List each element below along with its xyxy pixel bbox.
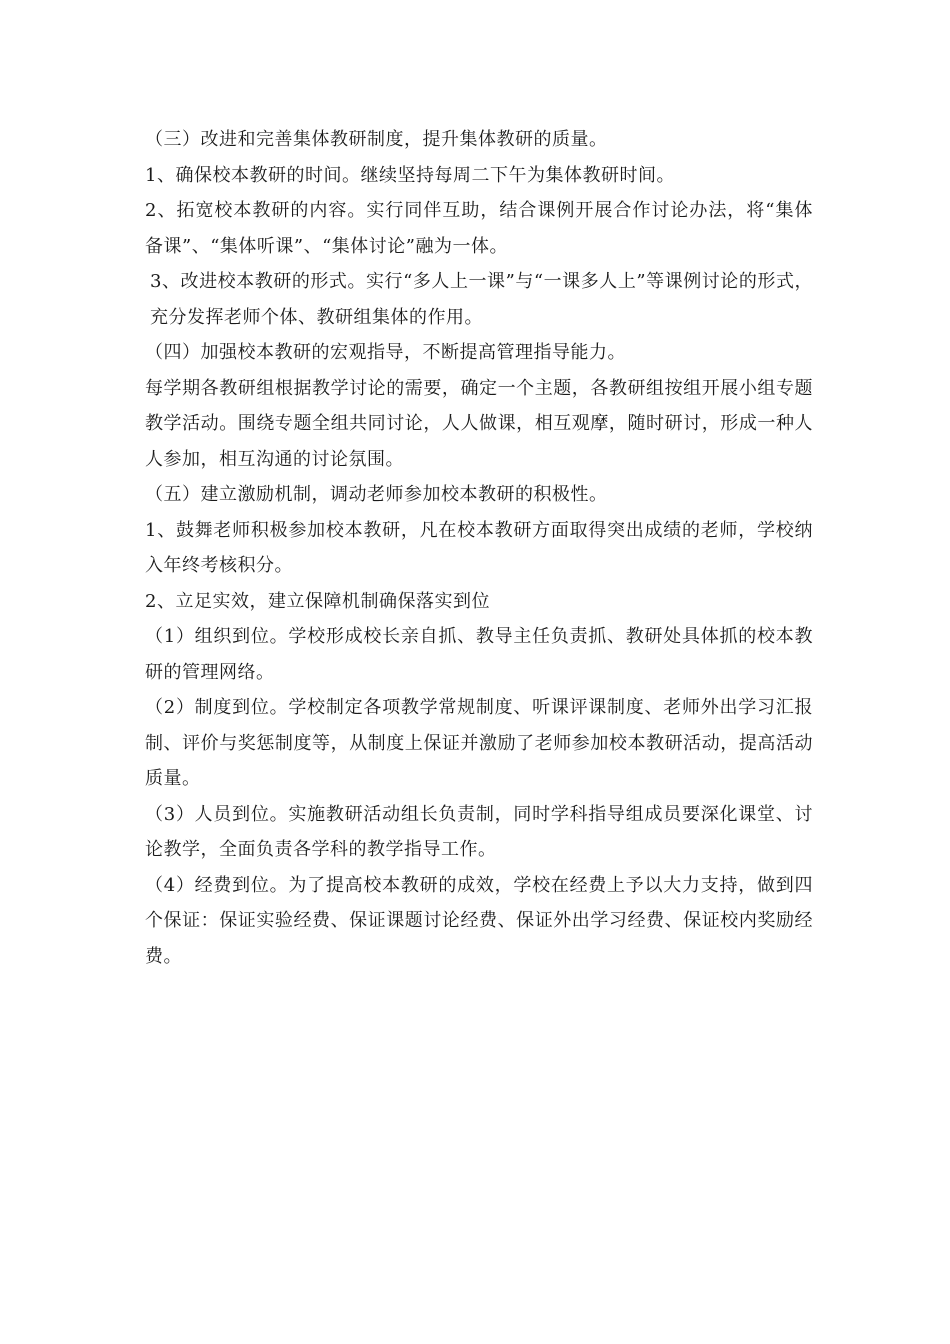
section-heading-4: （四）加强校本教研的宏观指导，不断提高管理指导能力。 — [145, 342, 626, 363]
sub-list-item: （2）制度到位。学校制定各项教学常规制度、听课评课制度、老师外出学习汇报制、评价与奖惩制度等，从制度上保证并激励了老师参加校本教研活动，提高活动质量。 — [145, 697, 813, 789]
sub-list-item: （3）人员到位。实施教研活动组长负责制，同时学科指导组成员要深化课堂、讨论教学，全面负责各学科的教学指导工作。 — [145, 803, 813, 860]
document-body — [145, 122, 813, 974]
section-heading-5: （五）建立激励机制，调动老师参加校本教研的积极性。 — [145, 484, 608, 505]
list-item: 1、确保校本教研的时间。继续坚持每周二下午为集体教研时间。 — [145, 164, 675, 186]
body-paragraph: 每学期各教研组根据教学讨论的需要，确定一个主题，各教研组按组开展小组专题教学活动。围绕专题全组共同讨论，人人做课，相互观摩，随时研讨，形成一种人人参加，相互沟通的讨论氛围。 — [145, 377, 813, 470]
sub-list-item: （1）组织到位。学校形成校长亲自抓、教导主任负责抓、教研处具体抓的校本教研的管理网络。 — [145, 626, 813, 683]
list-item: 2、立足实效，建立保障机制确保落实到位 — [145, 590, 490, 612]
section-heading-3: （三）改进和完善集体教研制度，提升集体教研的质量。 — [145, 129, 608, 150]
list-item: 3、改进校本教研的形式。实行“多人上一课”与“一课多人上”等课例讨论的形式，充分发挥老师个体、教研组集体的作用。 — [150, 271, 813, 328]
list-item: 2、拓宽校本教研的内容。实行同伴互助，结合课例开展合作讨论办法，将“集体备课”、“集体听课”、“集体讨论”融为一体。 — [145, 200, 813, 257]
sub-list-item: （4）经费到位。为了提高校本教研的成效，学校在经费上予以大力支持，做到四个保证：保证实验经费、保证课题讨论经费、保证外出学习经费、保证校内奖励经费。 — [145, 874, 813, 967]
list-item: 1、鼓舞老师积极参加校本教研，凡在校本教研方面取得突出成绩的老师，学校纳入年终考核积分。 — [145, 519, 813, 576]
